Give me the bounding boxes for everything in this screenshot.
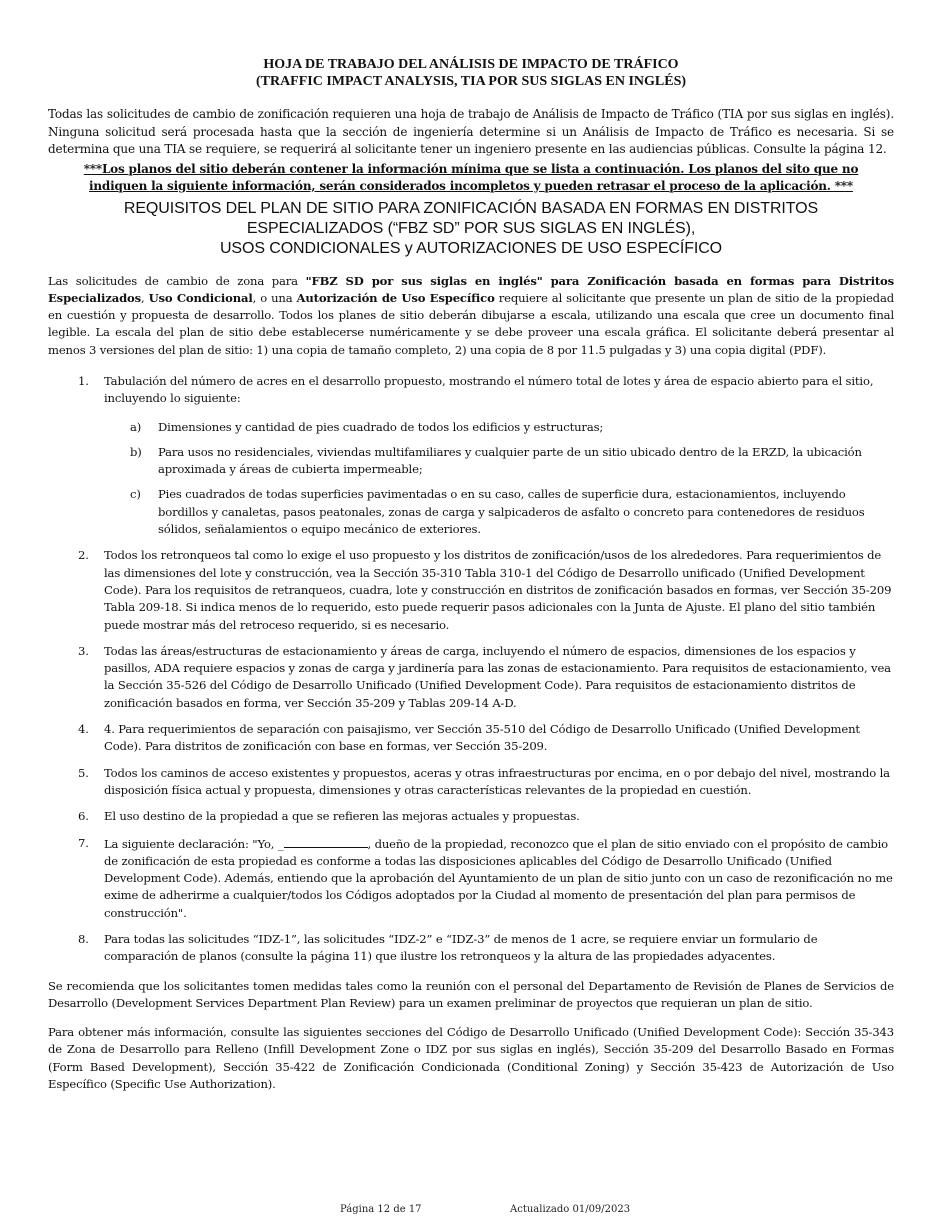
item-number: 4. — [78, 722, 89, 737]
requirements-heading — [48, 199, 894, 259]
tia-subtitle: (TRAFFIC IMPACT ANALYSIS, TIA POR SUS SIGLAS EN INGLÉS) — [255, 74, 687, 89]
sub-item-letter: c) — [130, 487, 141, 502]
sub-item-text: Para usos no residenciales, viviendas multifamiliares y cualquier parte de un sitio ubicado dentro de la ERZD, la ubicación aproximada y áreas de cubierta impermeable; — [158, 444, 862, 477]
item-text: Para todas las solicitudes “IDZ-1”, las solicitudes “IDZ-2” e “IDZ-3” de menos de 1 acre, se requiere enviar un formulario de comparación de planos (consulte la página 11) que ilustre los retronqueos y la altura de las propiedades adyacentes. — [104, 932, 818, 964]
list-item — [48, 547, 894, 633]
item-text: Todos los caminos de acceso existentes y propuestos, aceras y otras infraestructuras por encima, en o por debajo del nivel, mostrando la disposición física actual y propuesta, dimensiones y otras características relevantes de la propiedad en cuestión. — [104, 765, 890, 797]
item-text: El uso destino de la propiedad a que se refieren las mejoras actuales y propuestas. — [104, 809, 580, 824]
sub-list-item — [104, 419, 894, 436]
list-item — [48, 808, 894, 825]
intro-bold-specific-use: Autorización de Uso Específico — [296, 290, 495, 305]
item-number: 1. — [78, 373, 89, 388]
intro-text: Las solicitudes de cambio de zona para — [48, 273, 306, 288]
intro-text: requiere al solicitante que presente un plan de sitio de la propiedad en cuestión y propuesta de desarrollo. Todos los planes de sitio deberán dibujarse a escala, utilizando una escala que cree un documento final legible. La escala del plan de sitio debe establecerse numéricamente y se debe proveer una escala gráfica. El solicitante deberá presentar al menos 3 versiones del plan de sitio: 1) una copia de tamaño completo, 2) una copia de 8 por 11.5 pulgadas y 3) una copia digital (PDF). — [48, 290, 894, 357]
list-item — [48, 373, 894, 538]
updated-date: Actualizado 01/09/2023 — [510, 1204, 631, 1215]
item-number: 6. — [78, 809, 89, 824]
sub-list-item — [104, 486, 894, 538]
tia-title: HOJA DE TRABAJO DEL ANÁLISIS DE IMPACTO DE TRÁFICO — [263, 57, 679, 72]
sub-item-letter: b) — [130, 444, 142, 459]
site-plan-warning: ***Los planos del sitio deberán contener la información mínima que se lista a continuación. Los planos del sito que no indiquen la siguiente información, serán considerados incompletos y pueden retrasar el proceso de la aplicación. *** — [83, 161, 859, 193]
recommendation-paragraph: Se recomienda que los solicitantes tomen medidas tales como la reunión con el personal del Departamento de Revisión de Planes de Servicios de Desarrollo (Development Services Department Plan Review) para un examen preliminar de proyectos que requieran un plan de sitio. — [48, 978, 894, 1010]
sub-item-text: Dimensiones y cantidad de pies cuadrado de todos los edificios y estructuras; — [158, 419, 604, 434]
item-number: 3. — [78, 643, 89, 658]
item-number: 2. — [78, 548, 89, 563]
list-item — [48, 721, 894, 756]
tia-paragraph: Todas las solicitudes de cambio de zonificación requieren una hoja de trabajo de Análisis de Impacto de Tráfico (TIA por sus siglas en inglés). Ninguna solicitud será procesada hasta que la sección de ingeniería determine si un Análisis de Impacto de Tráfico es necesaria. Si se determina que una TIA se requiere, se requerirá al solicitante tener un ingeniero presente en las audiencias públicas. Consulte la página 12. — [48, 107, 894, 156]
sub-list-item — [104, 444, 894, 479]
page-number: Página 12 de 17 — [340, 1204, 422, 1215]
item-text: 4. Para requerimientos de separación con paisajismo, ver Sección 35-510 del Código de Desarrollo Unificado (Unified Development Code). Para distritos de zonificación con base en formas, ver Sección 35-209. — [104, 722, 860, 754]
requirements-title-line2: ESPECIALIZADOS (“FBZ SD” POR SUS SIGLAS EN INGLÉS), — [246, 219, 696, 237]
list-item — [48, 643, 894, 712]
intro-paragraph — [48, 273, 894, 359]
item-text: Todos los retronqueos tal como lo exige el uso propuesto y los distritos de zonificación/usos de los alrededores. Para requerimientos de las dimensiones del lote y construcción, vea la Sección 35-310 Tabla 310-1 del Código de Desarrollo unificado (Unified Development Code). Para los requisitos de retranqueos, cuadra, lote y construcción en distritos de zonificación basados en formas, ver Sección 35-209 Tabla 209-18. Si indica menos de lo requerido, esto puede requerir pasos adicionales con la Junta de Ajuste. El plano del sitio también puede mostrar más del retroceso requerido, si es necesario. — [104, 548, 892, 632]
document-page — [48, 56, 894, 1093]
item-text — [104, 835, 894, 922]
name-blank-line — [284, 835, 368, 848]
intro-text: , — [141, 290, 149, 305]
list-item — [48, 835, 894, 922]
item-text: Tabulación del número de acres en el desarrollo propuesto, mostrando el número total de lotes y área de espacio abierto para el sitio, incluyendo lo siguiente: — [104, 373, 874, 406]
declaration-text: , dueño de la propiedad, reconozco que el plan de sitio enviado con el propósito de cambio de zonificación de esta propiedad es conforme a todas las disposiciones aplicables del Código de Desarrollo Unificado (Unified Development Code). Además, entiendo que la aprobación del Ayuntamiento de un plan de sitio junto con un caso de rezonificación no me exime de adherirme a cualquier/todos los Códigos adoptados por la Ciudad al momento de presentación del plan para permisos de construcción". — [104, 836, 893, 920]
sub-list — [104, 419, 894, 539]
intro-text: , o una — [252, 290, 297, 305]
item-number: 5. — [78, 765, 89, 780]
list-item — [48, 931, 894, 966]
intro-bold-fbz: "FBZ SD por sus siglas en inglés" para Zonificación basada en formas para Distritos Especializados — [48, 273, 894, 305]
declaration-text: La siguiente declaración: "Yo, _ — [104, 836, 284, 851]
sub-item-text: Pies cuadrados de todas superficies pavimentadas o en su caso, calles de superficie dura, estacionamientos, incluyendo bordillos y canaletas, pasos peatonales, zonas de carga y salpicaderos de asfalto o concreto para contenedores de residuos sólidos, señalamientos o equipo mecánico de exteriores. — [158, 487, 865, 537]
requirements-title-line3: USOS CONDICIONALES y AUTORIZACIONES DE USO ESPECÍFICO — [219, 239, 723, 257]
item-text: Todas las áreas/estructuras de estacionamiento y áreas de carga, incluyendo el número de espacios, dimensiones de los espacios y pasillos, ADA requiere espacios y zonas de carga y jardinería para las zonas de estacionamiento. Para requisitos de estacionamiento, vea la Sección 35-526 del Código de Desarrollo Unificado (Unified Development Code). Para requisitos de estacionamiento distritos de zonificación basados en forma, ver Sección 35-209 y Tablas 209-14 A-D. — [104, 643, 891, 710]
item-number: 8. — [78, 932, 89, 946]
list-item — [48, 765, 894, 800]
requirements-title-line1: REQUISITOS DEL PLAN DE SITIO PARA ZONIFICACIÓN BASADA EN FORMAS EN DISTRITOS — [123, 199, 819, 217]
requirements-list — [48, 373, 894, 966]
intro-bold-conditional: Uso Condicional — [148, 290, 253, 305]
sub-item-letter: a) — [130, 419, 142, 434]
more-info-paragraph: Para obtener más información, consulte las siguientes secciones del Código de Desarrollo Unificado (Unified Development Code): Sección 35-343 de Zona de Desarrollo para Relleno (Infill Development Zone o IDZ por sus siglas en inglés), Sección 35-209 del Desarrollo Basado en Formas (Form Based Development), Sección 35-422 de Zonificación Condicionada (Conditional Zoning) y Sección 35-423 de Autorización de Uso Específico (Specific Use Authorization). — [48, 1025, 894, 1092]
item-number: 7. — [78, 835, 89, 850]
